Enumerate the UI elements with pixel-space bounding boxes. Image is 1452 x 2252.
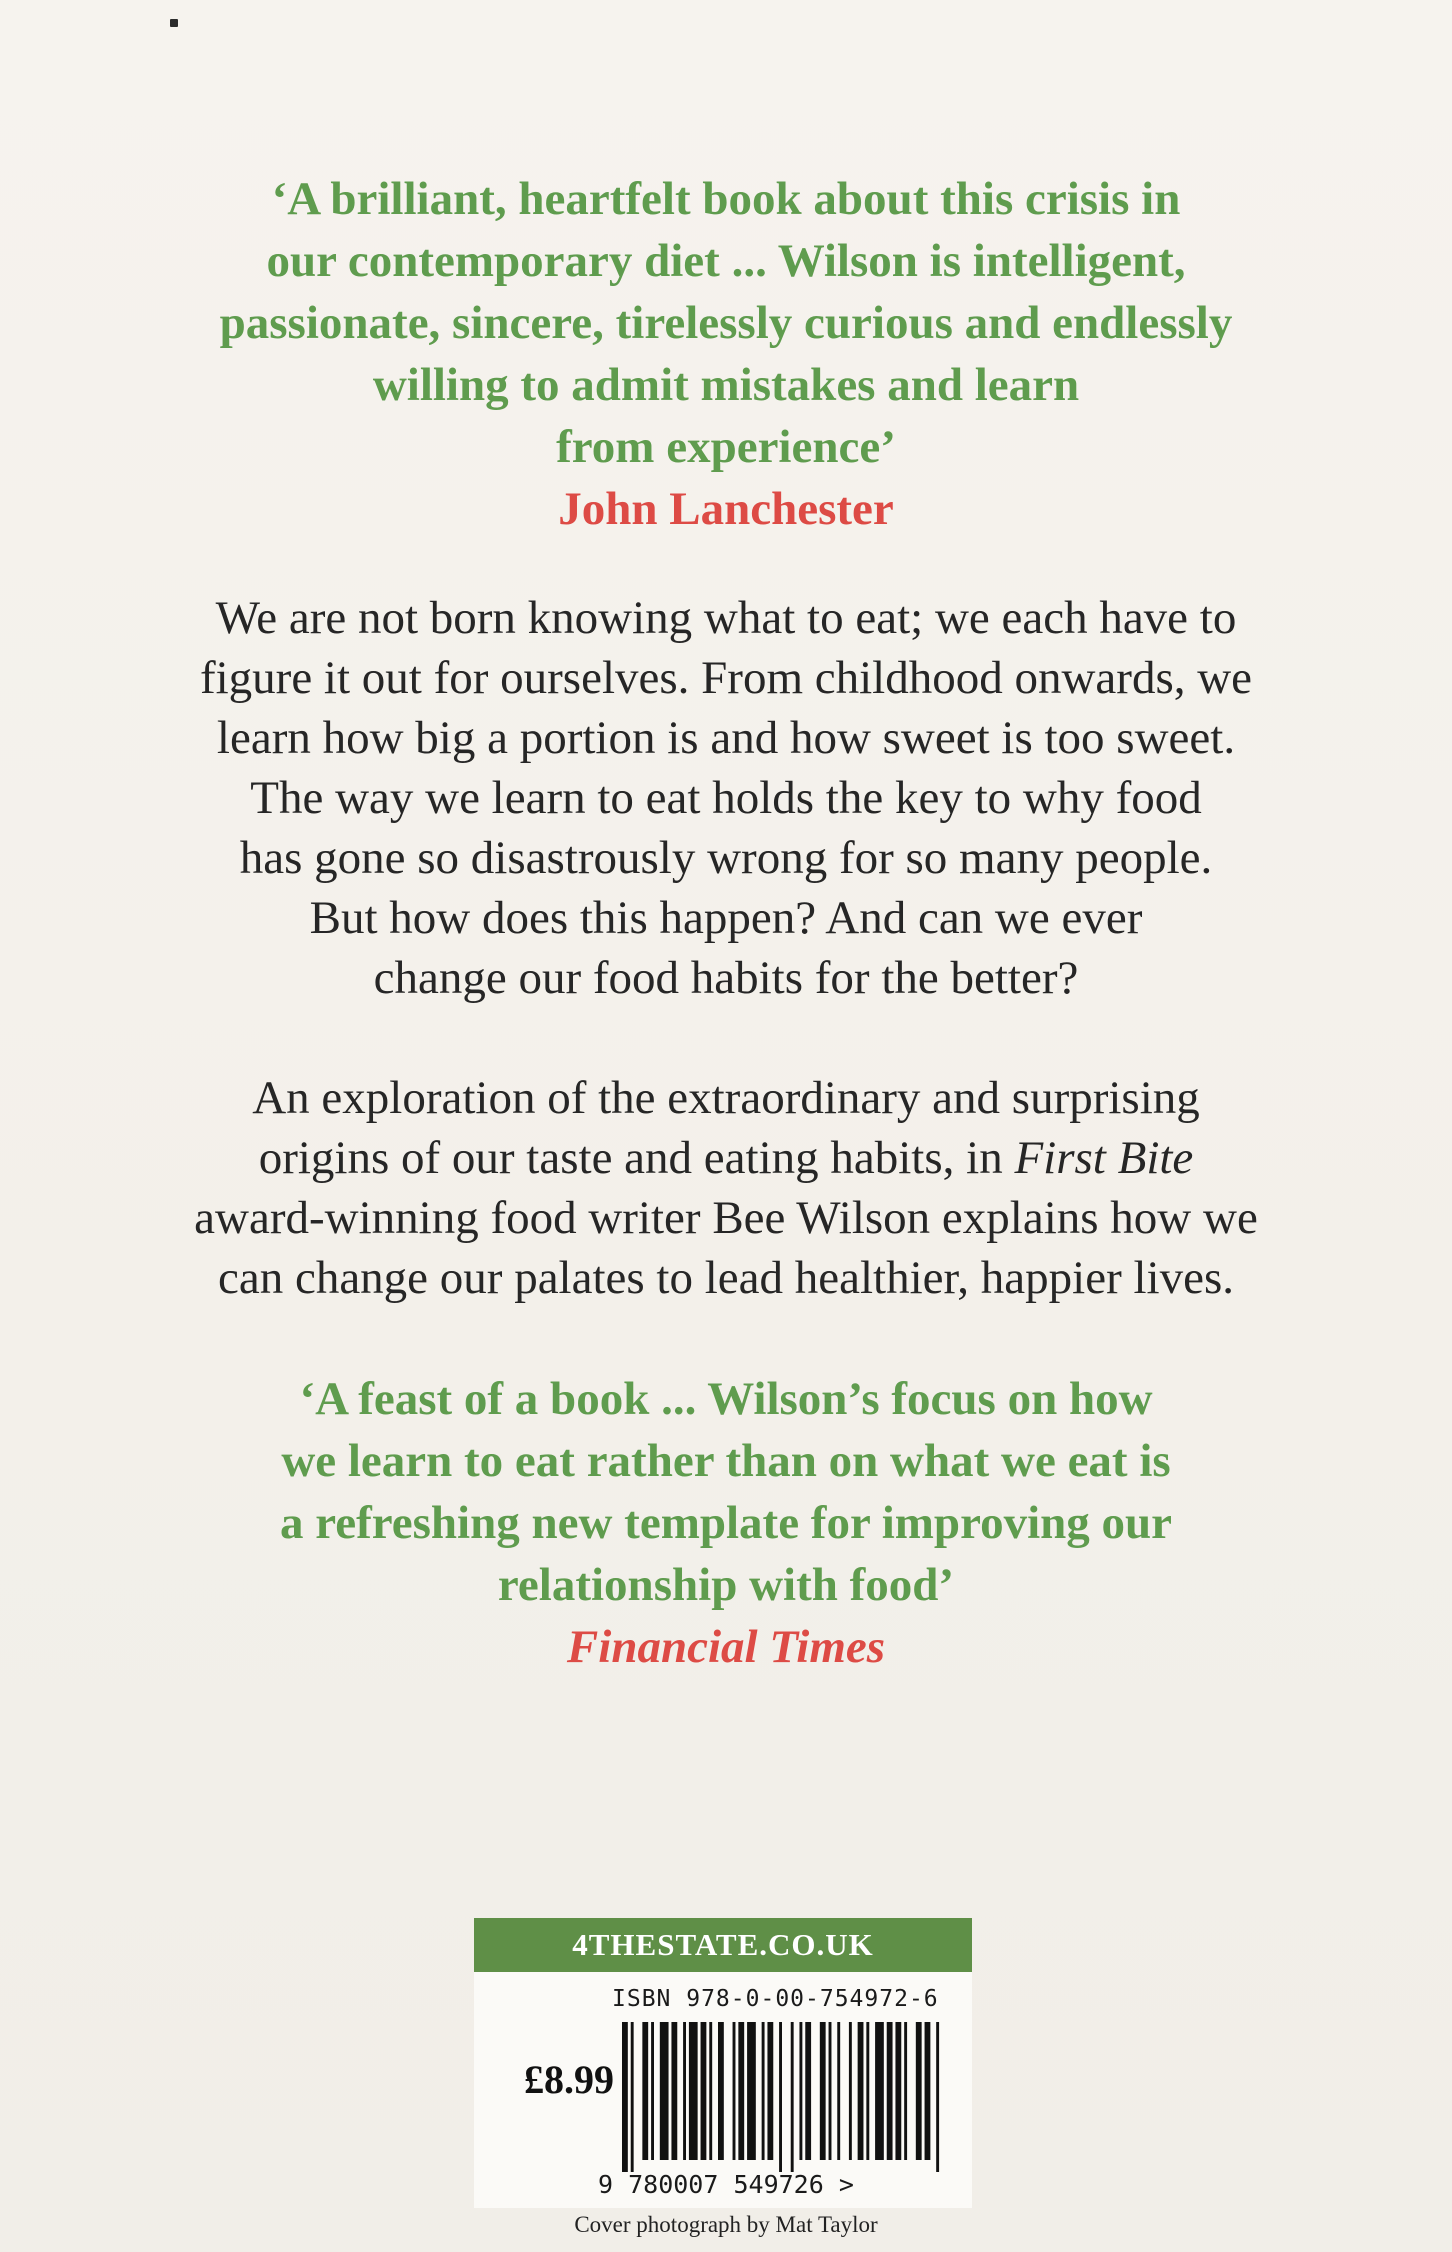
review-quote-top [100,168,1352,540]
barcode-bar [805,2022,811,2160]
barcode-bar [622,2022,628,2172]
review-quote-bottom [100,1368,1352,1678]
quote-line: we learn to eat rather than on what we eat is [281,1435,1171,1487]
barcode-bar [916,2022,922,2160]
barcode-bar [762,2022,765,2160]
quote-line: from experience’ [556,421,896,473]
barcode-bar [738,2022,744,2160]
quote-line: passionate, sincere, tirelessly curious and endlessly [219,297,1233,349]
barcode-bar [799,2022,802,2160]
barcode-panel [474,1918,972,2208]
barcode-bar [925,2022,931,2160]
barcode-bar [718,2022,724,2160]
blurb-text: origins of our taste and eating habits, in [258,1132,1015,1184]
barcode-bar [689,2022,698,2160]
barcode-digits: 9 780007 549726 > [598,2170,854,2199]
barcode-bar [709,2022,712,2160]
blurb-line: learn how big a portion is and how sweet is too sweet. [216,712,1236,764]
print-speck [170,19,178,27]
barcode-bar [895,2022,901,2160]
quote-attribution: Financial Times [566,1621,886,1673]
barcode-bar [849,2022,852,2160]
blurb-line: award-winning food writer Bee Wilson explains how we [194,1192,1258,1244]
barcode-bar [747,2022,756,2160]
blurb-line: But how does this happen? And can we ever [309,892,1143,944]
barcode-bar [779,2022,782,2172]
quote-attribution: John Lanchester [558,483,894,535]
barcode-bar [820,2022,826,2160]
barcode-bar [671,2022,677,2160]
blurb-line: figure it out for ourselves. From childhood onwards, we [199,652,1253,704]
barcode-bar [733,2022,736,2160]
blurb-line: can change our palates to lead healthier, happier lives. [217,1252,1234,1304]
barcode-bar [837,2022,840,2160]
barcode-bar [904,2022,907,2160]
barcode-bar [858,2022,864,2160]
quote-line: willing to admit mistakes and learn [372,359,1080,411]
photo-credit: Cover photograph by Mat Taylor [574,2212,878,2237]
blurb-line: has gone so disastrously wrong for so many people. [239,832,1213,884]
price-label: £8.99 [524,2057,614,2102]
quote-line: a refreshing new template for improving our [279,1497,1173,1549]
blurb-line [100,1128,1352,1188]
blurb-line: An exploration of the extraordinary and surprising [252,1072,1200,1124]
blurb-line: change our food habits for the better? [373,952,1079,1004]
barcode-bar [701,2022,707,2160]
barcode-bar [866,2022,869,2160]
barcode-bar [936,2022,939,2172]
barcode-bar [887,2022,893,2160]
barcode-bar [660,2022,669,2160]
barcode-bar [829,2022,832,2160]
barcode-bar [875,2022,884,2160]
blurb-line: The way we learn to eat holds the key to why food [250,772,1202,824]
book-title: First Bite [1014,1132,1194,1184]
blurb-line: We are not born knowing what to eat; we each have to [215,592,1237,644]
quote-line: ‘A brilliant, heartfelt book about this crisis in [271,173,1181,225]
barcode-bar [767,2022,773,2160]
barcode-bar [651,2022,654,2160]
blurb-paragraph-1 [100,588,1352,1008]
publisher-website-banner: 4THESTATE.CO.UK [474,1918,972,1972]
barcode-bar [791,2022,794,2172]
quote-line: relationship with food’ [497,1559,955,1611]
barcode-graphic [622,2022,942,2172]
isbn-label: ISBN 978-0-00-754972-6 [612,1986,939,2012]
barcode-bar [642,2022,648,2160]
blurb-paragraph-2 [100,1068,1352,1308]
barcode-bar [631,2022,634,2172]
quote-line: ‘A feast of a book ... Wilson’s focus on how [299,1373,1153,1425]
quote-line: our contemporary diet ... Wilson is intelligent, [266,235,1186,287]
barcode-bar [683,2022,686,2160]
